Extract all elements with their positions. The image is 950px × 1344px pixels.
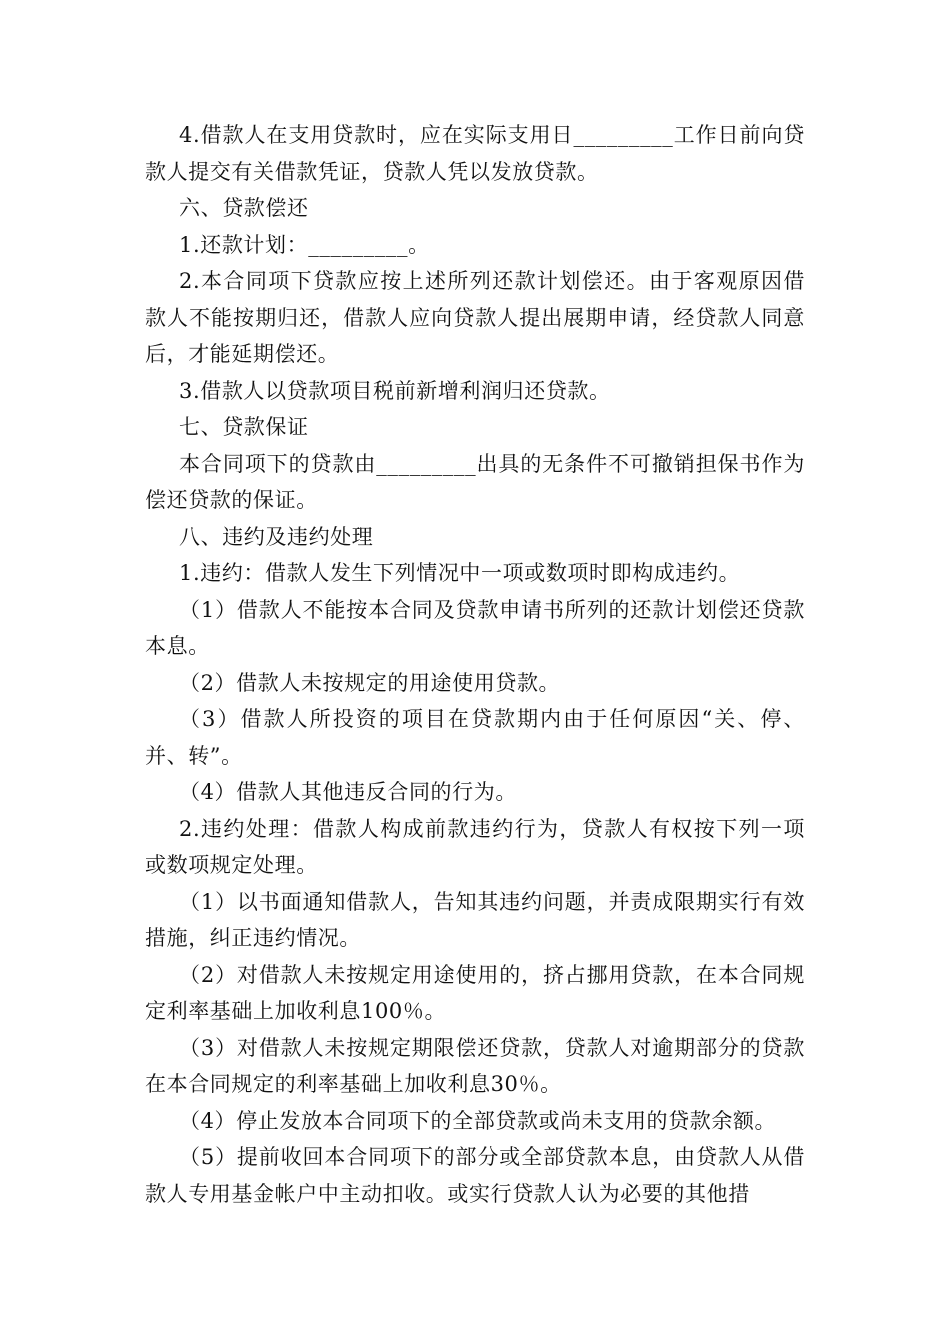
- clause-8-2: 2.违约处理：借款人构成前款违约行为，贷款人有权按下列一项或数项规定处理。: [145, 816, 805, 877]
- clause-8-1: 1.违约：借款人发生下列情况中一项或数项时即构成违约。: [179, 561, 741, 585]
- clause-8-2-item-1: （1）以书面通知借款人，告知其违约问题，并责成限期实行有效措施，纠正违约情况。: [145, 889, 805, 950]
- clause-5-4: 4.借款人在支用贷款时，应在实际支用日_________工作日前向贷款人提交有关借款凭证，贷款人凭以发放贷款。: [145, 123, 805, 184]
- clause-8-2-item-3: （3）对借款人未按规定期限偿还贷款，贷款人对逾期部分的贷款在本合同规定的利率基础上加收利息30％。: [145, 1035, 805, 1096]
- document-body: [145, 117, 805, 1212]
- clause-8-1-item-1: （1）借款人不能按本合同及贷款申请书所列的还款计划偿还贷款本息。: [145, 597, 805, 658]
- clause-6-2: 2.本合同项下贷款应按上述所列还款计划偿还。由于客观原因借款人不能按期归还，借款人应向贷款人提出展期申请，经贷款人同意后，才能延期偿还。: [145, 269, 805, 366]
- clause-8-1-item-2: （2）借款人未按规定的用途使用贷款。: [179, 670, 561, 695]
- section-heading-default: 八、违约及违约处理: [179, 524, 374, 549]
- clause-8-2-item-5: （5）提前收回本合同项下的部分或全部贷款本息，由贷款人从借款人专用基金帐户中主动扣收。或实行贷款人认为必要的其他措: [145, 1145, 805, 1206]
- clause-8-2-item-4: （4）停止发放本合同项下的全部贷款或尚未支用的贷款余额。: [179, 1108, 777, 1133]
- section-heading-repayment: 六、贷款偿还: [179, 196, 309, 220]
- clause-6-3: 3.借款人以贷款项目税前新增利润归还贷款。: [179, 378, 611, 403]
- clause-8-1-item-3: （3）借款人所投资的项目在贷款期内由于任何原因“关、停、并、转”。: [145, 707, 805, 768]
- clause-8-2-item-2: （2）对借款人未按规定用途使用的，挤占挪用贷款，在本合同规定利率基础上加收利息100％。: [145, 962, 805, 1023]
- clause-8-1-item-4: （4）借款人其他违反合同的行为。: [179, 780, 517, 804]
- section-heading-guarantee: 七、贷款保证: [179, 415, 309, 439]
- clause-7-body: 本合同项下的贷款由_________出具的无条件不可撤销担保书作为偿还贷款的保证。: [145, 451, 805, 512]
- clause-6-1: 1.还款计划：_________。: [179, 232, 430, 257]
